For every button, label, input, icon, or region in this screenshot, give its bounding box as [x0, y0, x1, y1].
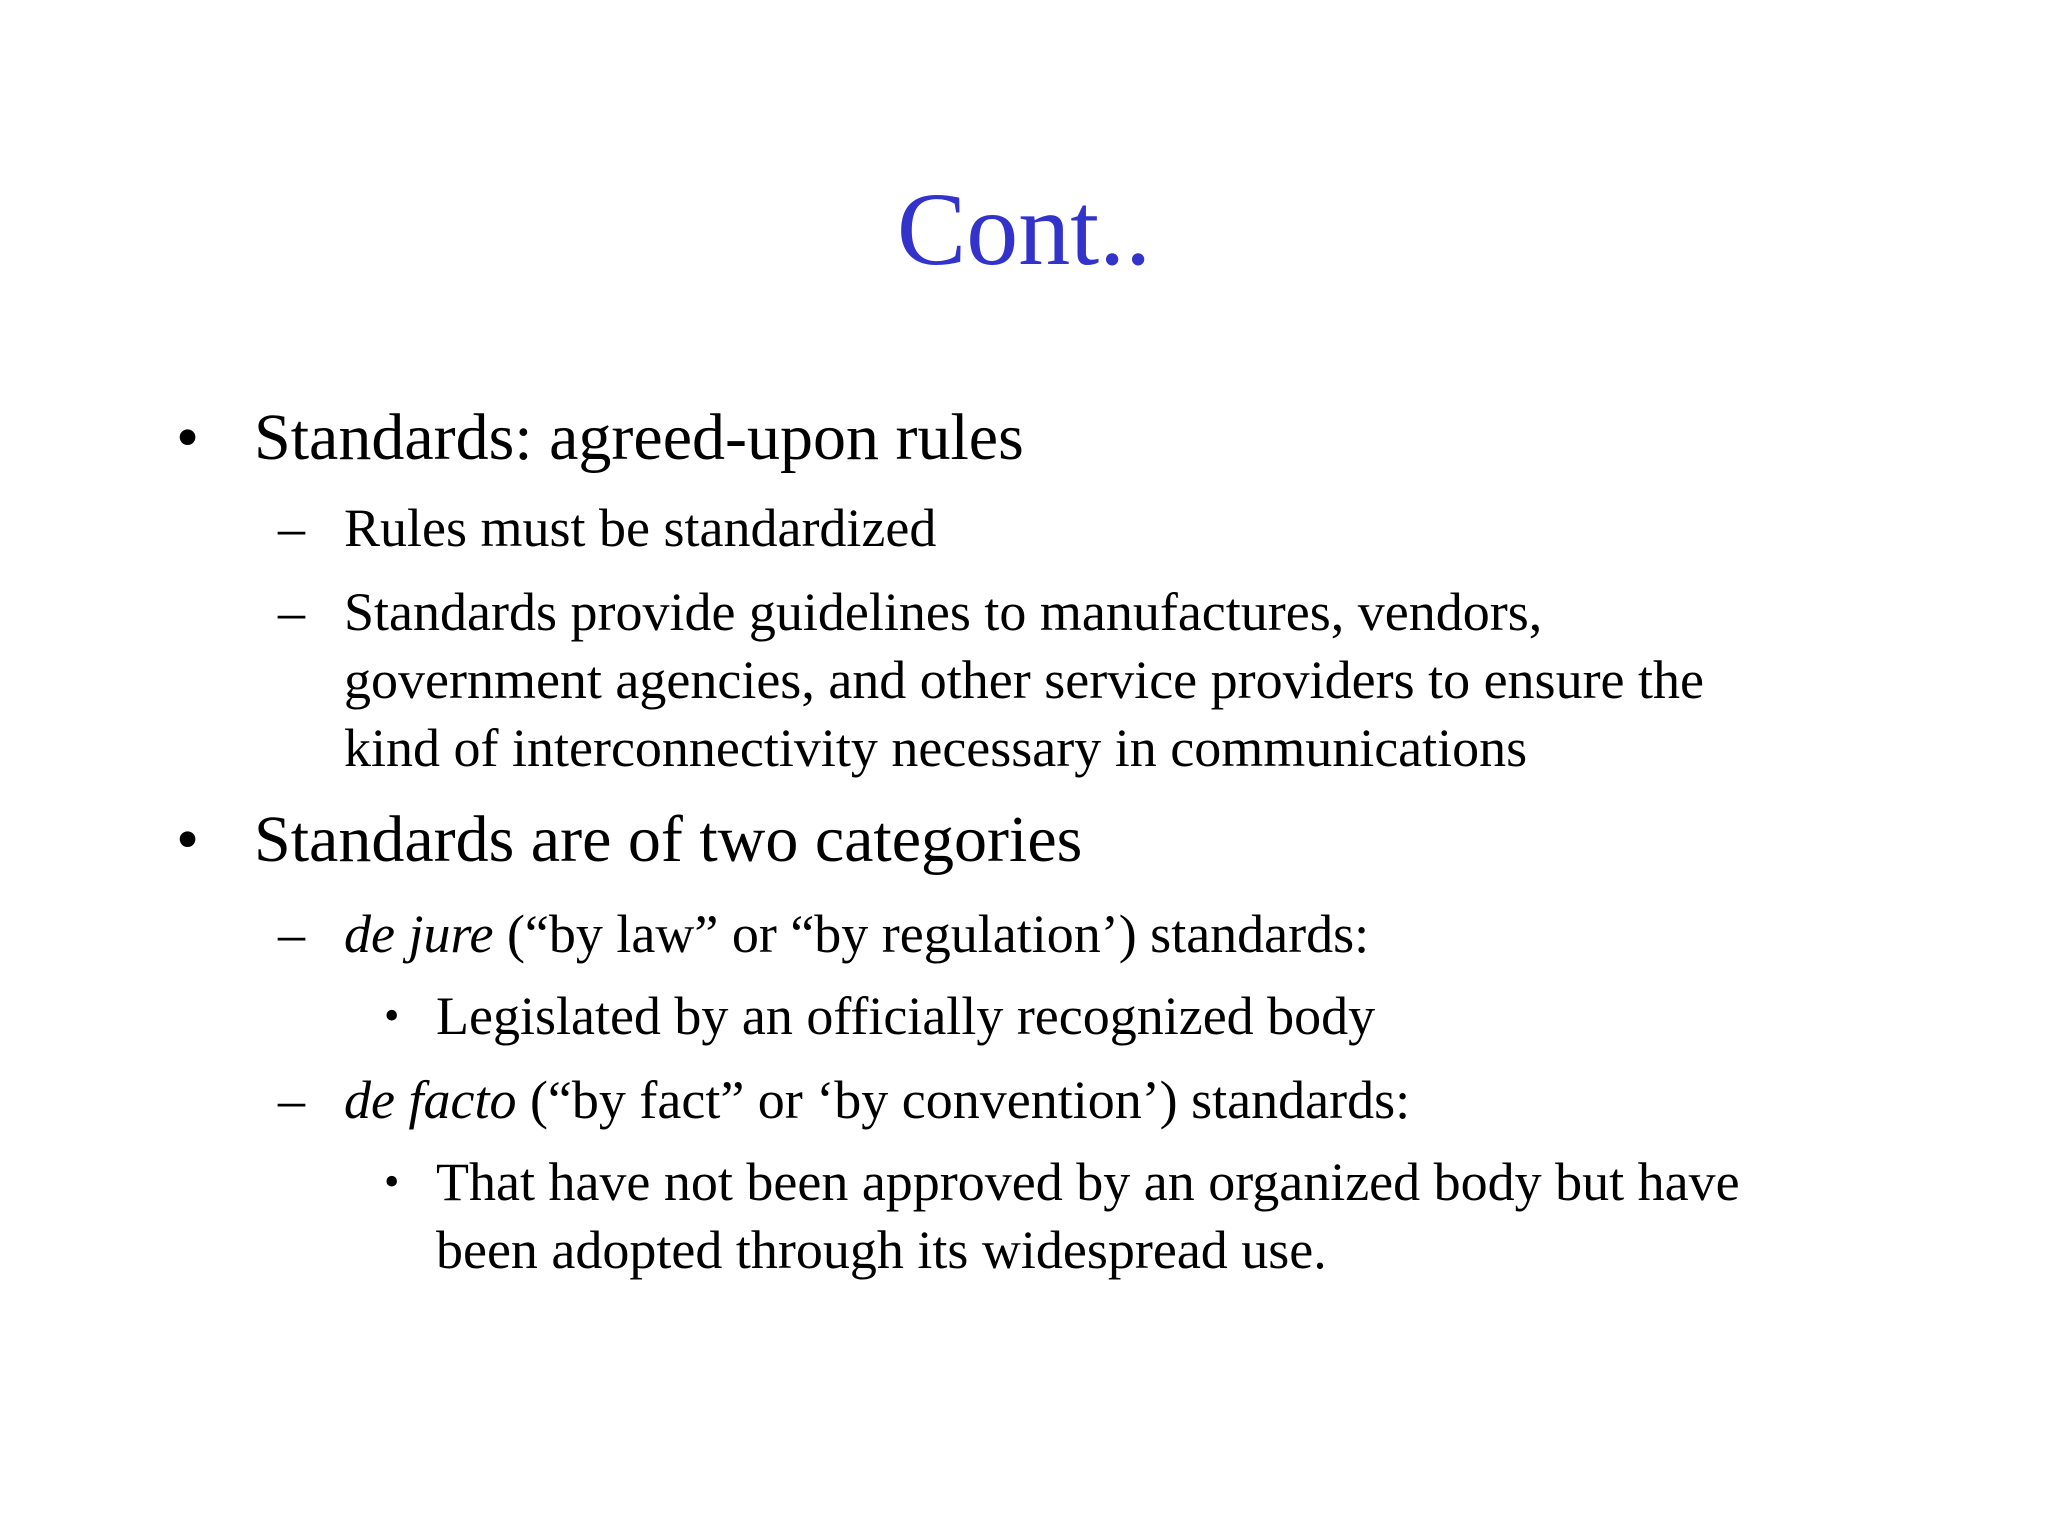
- dash-marker: –: [278, 582, 305, 642]
- term-description: (“by law” or “by regulation’) standards:: [493, 904, 1370, 964]
- bullet-marker: •: [176, 803, 200, 876]
- dash-marker: –: [278, 1070, 305, 1130]
- dash-marker: –: [278, 904, 305, 964]
- sub-sub-item-text-line-2: been adopted through its widespread use.: [436, 1220, 1327, 1280]
- slide-title: Cont..: [896, 172, 1152, 287]
- sub-item-text-line-1: Standards provide guidelines to manufactures, vendors,: [344, 582, 1543, 642]
- term-description: (“by fact” or ‘by convention’) standards:: [516, 1070, 1411, 1130]
- bullet-text: Standards: agreed-upon rules: [254, 401, 1024, 474]
- sub-item-text: [344, 900, 1369, 968]
- sub-item-text-line-3: kind of interconnectivity necessary in communications: [344, 718, 1528, 778]
- sub-item-text: Rules must be standardized: [344, 498, 937, 558]
- bullet-marker: •: [176, 401, 200, 474]
- sub-item-text: [344, 1066, 1410, 1134]
- sub-sub-item-text: Legislated by an officially recognized body: [436, 986, 1376, 1046]
- bullet-marker: •: [384, 991, 400, 1040]
- sub-item-text-line-2: government agencies, and other service providers to ensure the: [344, 650, 1704, 710]
- italic-term: de jure: [344, 904, 494, 964]
- bullet-marker: •: [384, 1157, 400, 1206]
- italic-term: de facto: [344, 1070, 517, 1130]
- dash-marker: –: [278, 498, 305, 558]
- bullet-text: Standards are of two categories: [254, 803, 1083, 876]
- sub-sub-item-text-line-1: That have not been approved by an organized body but have: [436, 1152, 1740, 1212]
